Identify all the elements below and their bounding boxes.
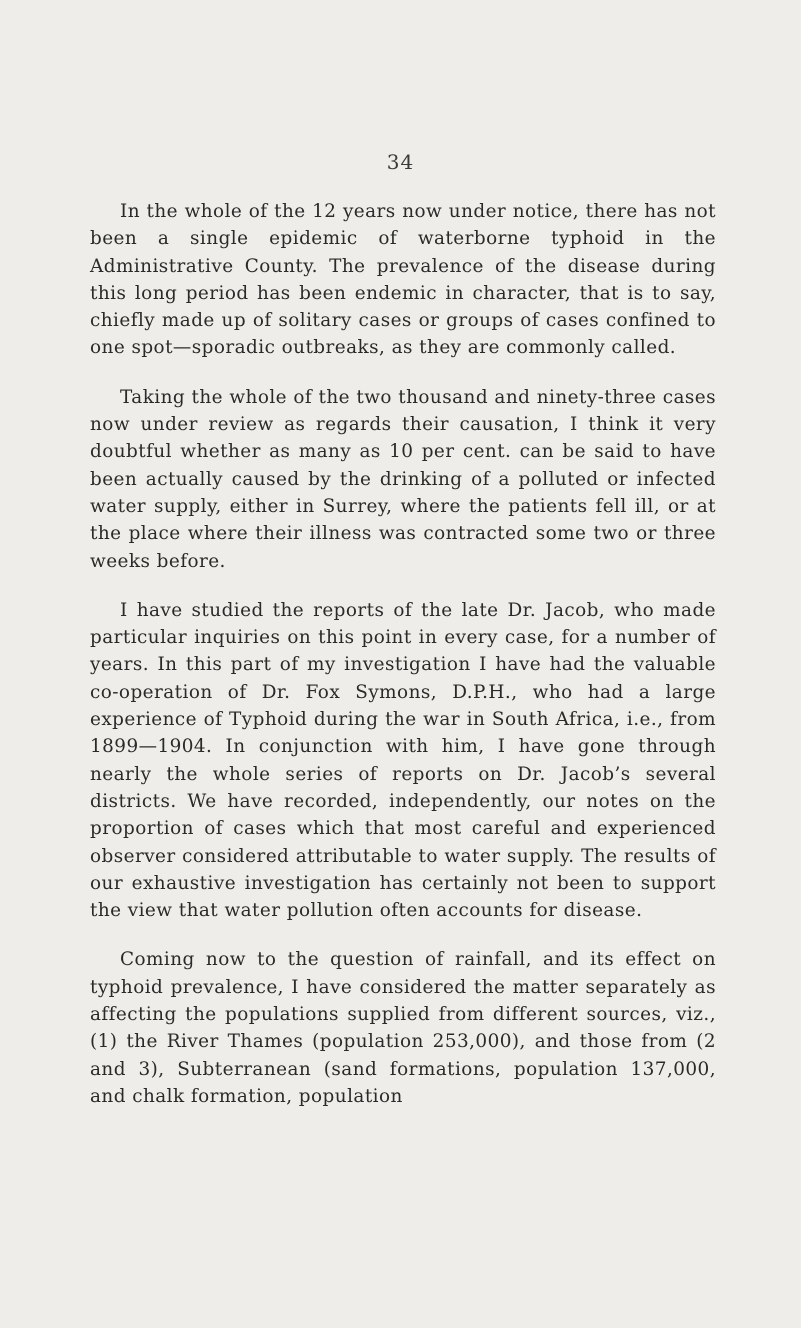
page-number: 34 — [386, 150, 415, 174]
paragraph-2: Taking the whole of the two thousand and ninety-three cases now under review as regards their causation, I think it very doubtful whether as many as 10 per cent. can be said to have been actually caused by the drinking of a polluted or infected water supply, either in Surrey, where the patients fell ill, or at the place where their illness was contracted some two or three weeks before. — [90, 386, 716, 572]
paragraph-1: In the whole of the 12 years now under notice, there has not been a single epidemic of waterborne typhoid in the Administrative County. The prevalence of the disease during this long period has been endemic in character, that is to say, chiefly made up of solitary cases or groups of cases confined to one spot—sporadic outbreaks, as they are commonly called. — [90, 201, 716, 359]
paragraph-3: I have studied the reports of the late Dr. Jacob, who made particular inquiries on this point in every case, for a number of years. In this part of my investigation I have had the valuable co-operation of Dr. Fox Symons, D.P.H., who had a large experience of Typhoid during the war in South Africa, i.e., from 1899—1904. In conjunction with him, I have gone through nearly the whole series of reports on Dr. Jacob’s several districts. We have recorded, independently, our notes on the proportion of cases which that most careful and experienced observer considered attributable to water supply. The results of our exhaustive investigation has certainly not been to support the view that water pollution often accounts for disease. — [90, 599, 716, 922]
paragraph-4: Coming now to the question of rainfall, and its effect on typhoid prevalence, I have considered the matter separately as affecting the populations supplied from different sources, viz., (1) the River Thames (population 253,000), and those from (2 and 3), Subterranean (sand formations, population 137,000, and chalk formation, population — [90, 949, 716, 1107]
body-text — [90, 198, 716, 1110]
